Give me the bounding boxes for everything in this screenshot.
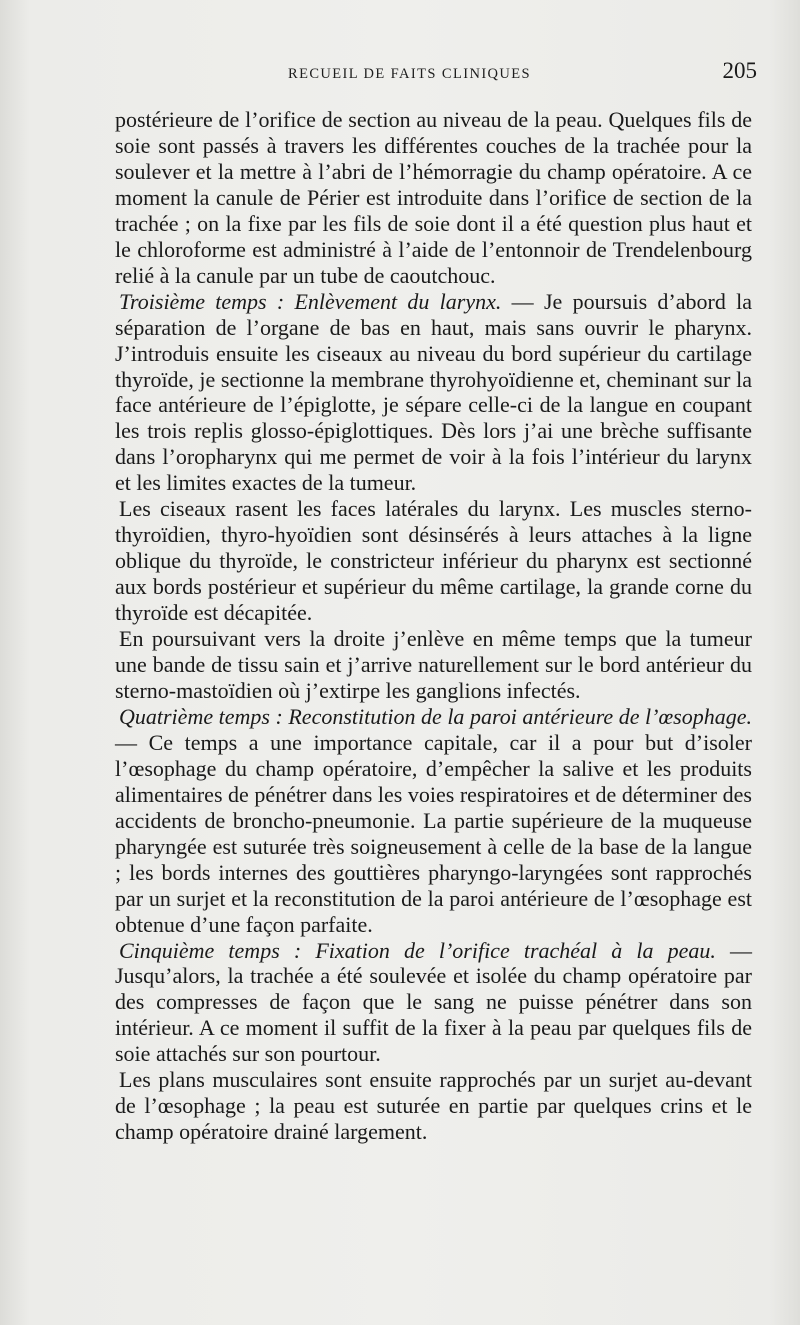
paragraph: [115, 289, 752, 497]
paragraph: [115, 496, 752, 626]
paragraph: [115, 626, 752, 704]
paragraph-text: postérieure de l’orifice de section au niveau de la peau. Quelques fils de soie sont passés à travers les différentes couches de la trachée pour la soulever et la mettre à l’abri de l’hémorragie du champ opératoire. A ce moment la canule de Périer est introduite dans l’orifice de section de la trachée ; on la fixe par les fils de soie dont il a été question plus haut et le chloroforme est administré à l’aide de l’entonnoir de Trendelenbourg relié à la canule par un tube de caoutchouc.: [115, 107, 752, 288]
page-header: [115, 58, 760, 88]
paragraph-text: Les ciseaux rasent les faces latérales du larynx. Les muscles sterno-thyroïdien, thyro-hyoïdien sont désinsérés à leurs attaches à la ligne oblique du thyroïde, le constricteur inférieur du pharynx est sectionné aux bords postérieur et supérieur du même cartilage, la grande corne du thyroïde est décapitée.: [115, 496, 752, 626]
paragraph: [115, 1067, 752, 1145]
body-text: [115, 107, 752, 1145]
page-number: 205: [722, 58, 757, 83]
running-head: RECUEIL DE FAITS CLINIQUES: [288, 66, 532, 82]
section-heading: Quatrième temps : Reconstitution de la paroi antérieure de l’œsophage.: [119, 703, 752, 729]
paragraph: [115, 704, 752, 938]
section-heading: Cinquième temps : Fixation de l’orifice trachéal à la peau.: [119, 937, 716, 963]
paragraph-text: — Jusqu’alors, la trachée a été soulevée et isolée du champ opératoire par des compresses de façon que le sang ne puisse pénétrer dans son intérieur. A ce moment il suffit de la fixer à la peau par quelques fils de soie attachés sur son pourtour.: [115, 937, 752, 1067]
paragraph-text: Les plans musculaires sont ensuite rapprochés par un surjet au-devant de l’œsophage ; la peau est suturée en partie par quelques crins et le champ opératoire drainé largement.: [115, 1067, 752, 1145]
paragraph: [115, 938, 752, 1068]
paragraph-text: — Ce temps a une importance capitale, car il a pour but d’isoler l’œsophage du champ opératoire, d’empêcher la salive et les produits alimentaires de pénétrer dans les voies respiratoires et de déterminer des accidents de broncho-pneumonie. La partie supérieure de la muqueuse pharyngée est suturée très soigneusement à celle de la base de la langue ; les bords internes des gouttières pharyngo-laryngées sont rapprochés par un surjet et la reconstitution de la paroi antérieure de l’œsophage est obtenue d’une façon parfaite.: [115, 729, 752, 937]
paragraph-text: — Je poursuis d’abord la séparation de l’organe de bas en haut, mais sans ouvrir le pharynx. J’introduis ensuite les ciseaux au niveau du bord supérieur du cartilage thyroïde, je sectionne la membrane thyrohyoïdienne et, cheminant sur la face antérieure de l’épiglotte, je sépare celle-ci de la langue en coupant les trois replis glosso-épiglottiques. Dès lors j’ai une brèche suffisante dans l’oropharynx qui me permet de voir à la fois l’intérieur du larynx et les limites exactes de la tumeur.: [115, 288, 752, 496]
paragraph-text: En poursuivant vers la droite j’enlève en même temps que la tumeur une bande de tissu sain et j’arrive naturellement sur le bord antérieur du sterno-mastoïdien où j’extirpe les ganglions infectés.: [115, 626, 752, 703]
paragraph: [115, 107, 752, 289]
section-heading: Troisième temps : Enlèvement du larynx.: [119, 288, 502, 314]
